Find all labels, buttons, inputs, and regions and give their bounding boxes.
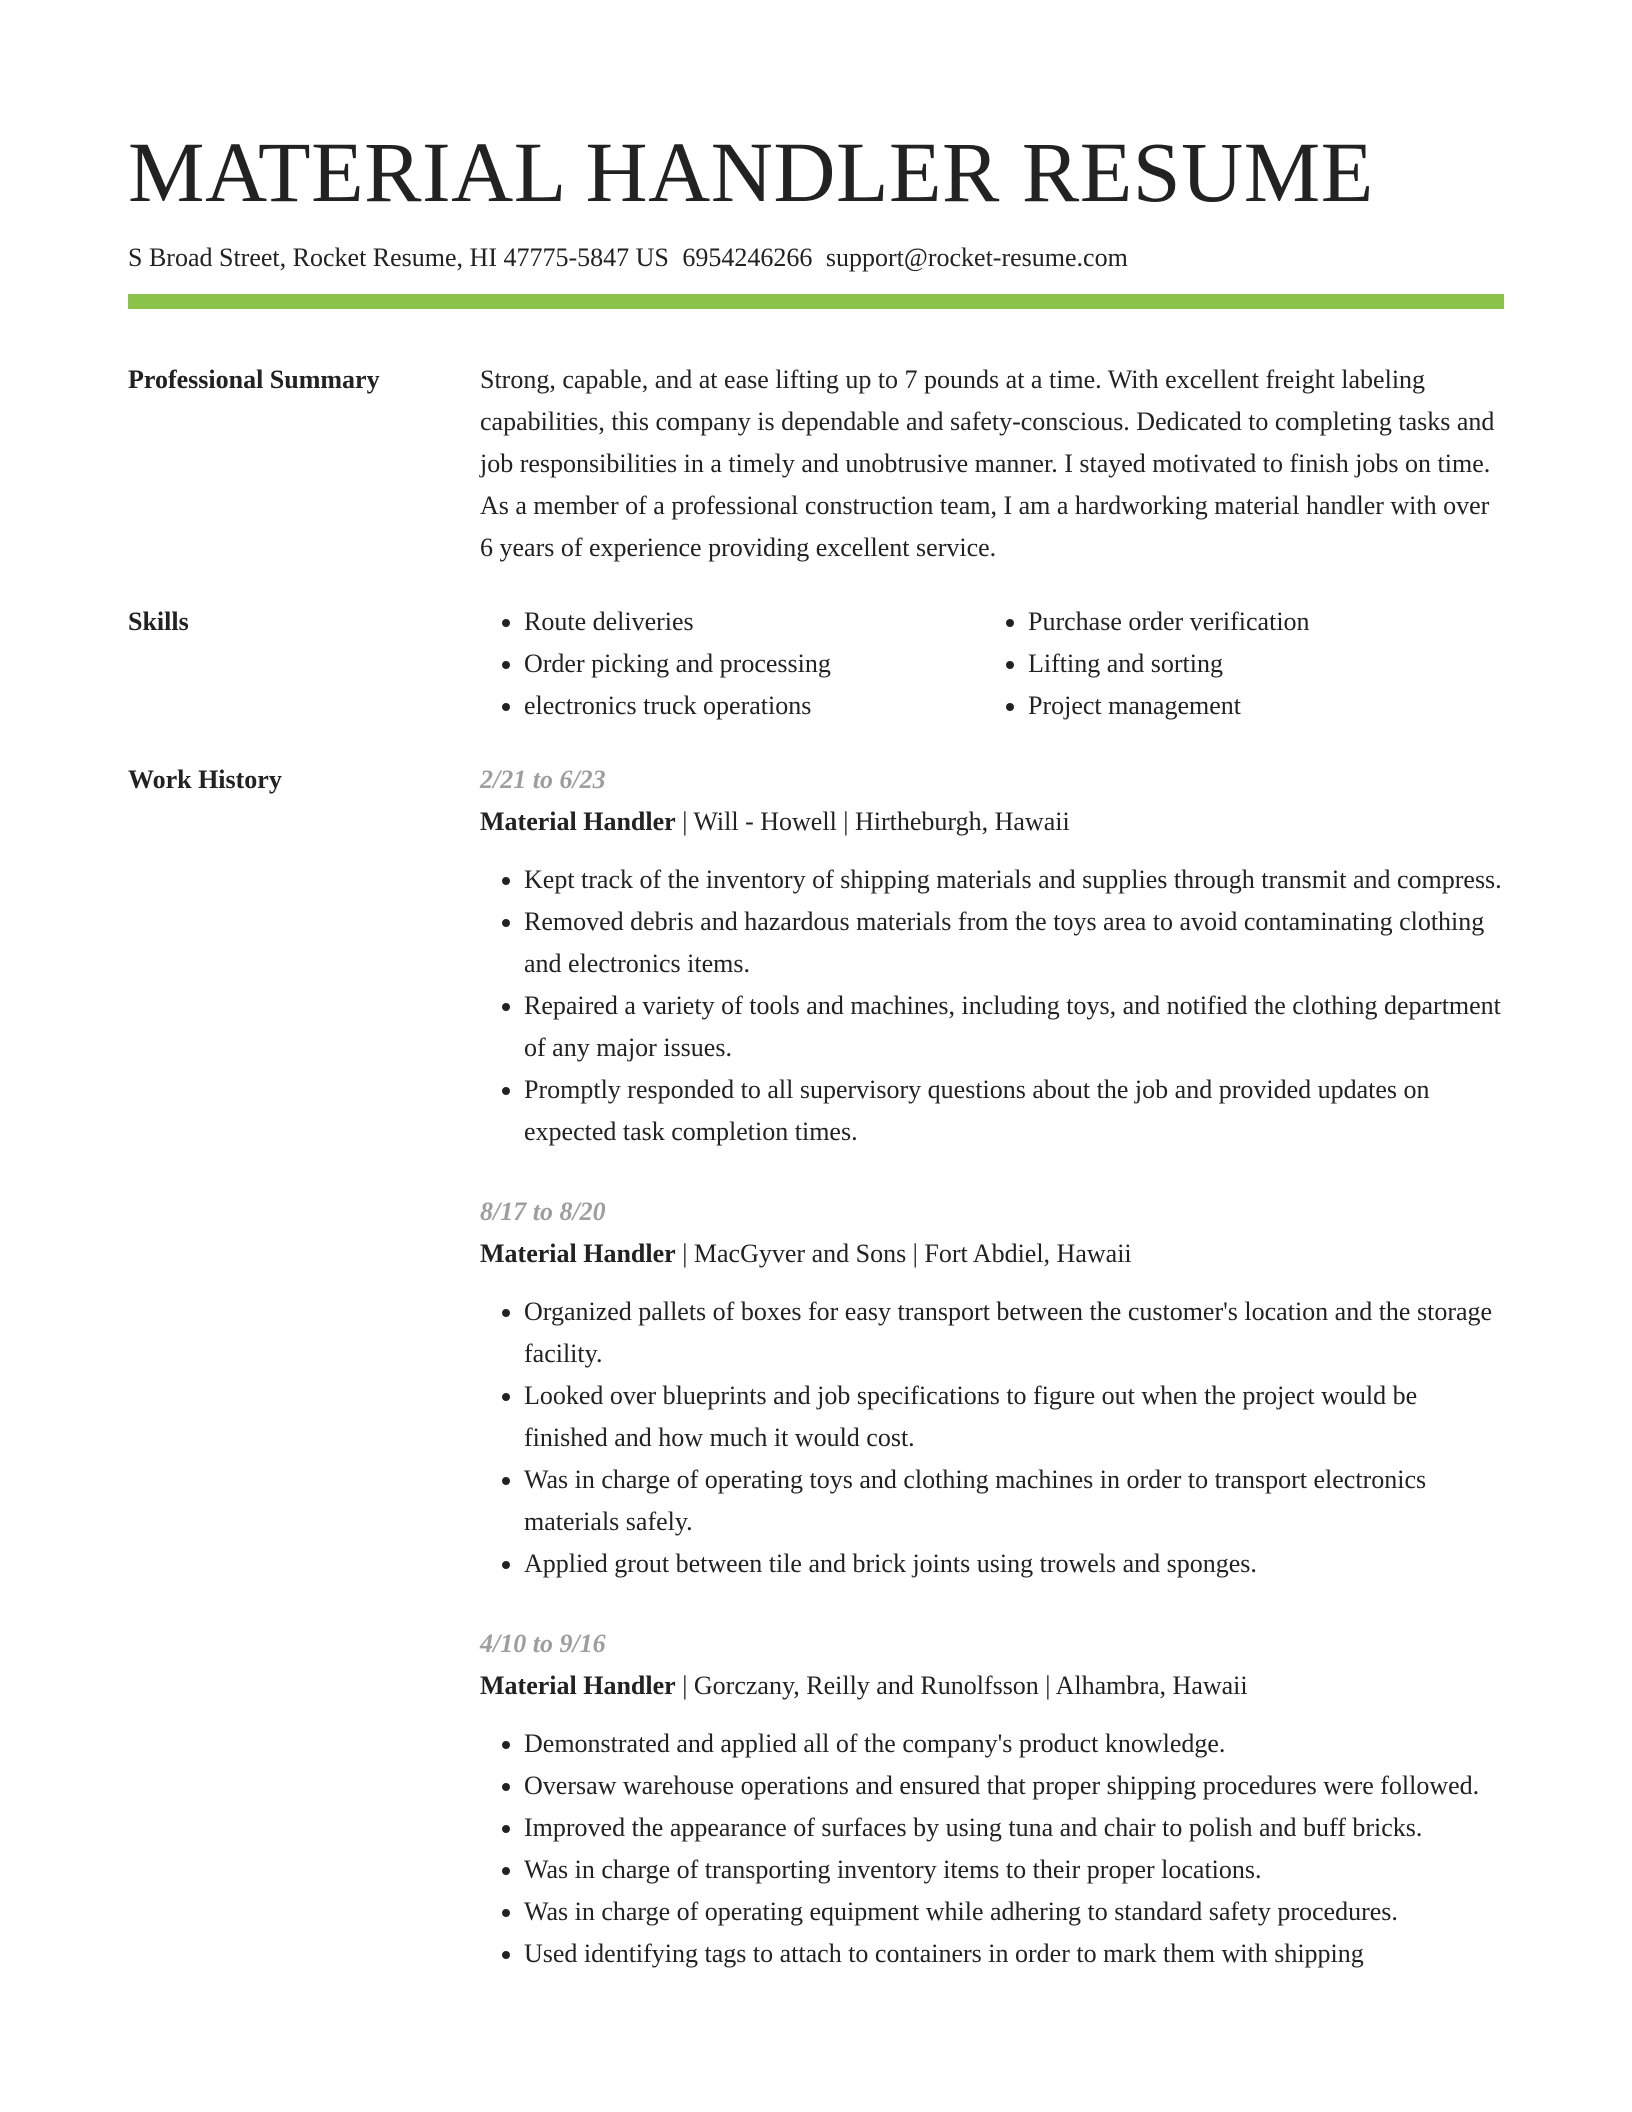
job-heading bbox=[480, 1233, 1504, 1275]
job-duty: • Demonstrated and applied all of the company's product knowledge. bbox=[524, 1723, 1504, 1765]
job-dates: 4/10 to 9/16 bbox=[480, 1629, 606, 1658]
job-duties bbox=[480, 1291, 1504, 1585]
summary-text: Strong, capable, and at ease lifting up to 7 pounds at a time. With excellent freight labeling capabilities, this company is dependable and safety-conscious. Dedicated to completing tasks and job responsibilities in a timely and unobtrusive manner. I stayed motivated to finish jobs on time. As a member of a professional construction team, I am a hardworking material handler with over 6 years of experience providing excellent service. bbox=[480, 365, 1495, 562]
job-dates: 2/21 to 6/23 bbox=[480, 765, 606, 794]
skills-section bbox=[128, 601, 1504, 727]
job-entry bbox=[480, 1623, 1504, 1975]
skills-list bbox=[480, 601, 1504, 727]
job-heading bbox=[480, 801, 1504, 843]
job-duty: • Improved the appearance of surfaces by using tuna and chair to polish and buff bricks. bbox=[524, 1807, 1504, 1849]
job-duty: • Looked over blueprints and job specifications to figure out when the project would be finished and how much it would cost. bbox=[524, 1375, 1504, 1459]
job-employer-location: | Gorczany, Reilly and Runolfsson | Alhambra, Hawaii bbox=[675, 1671, 1248, 1700]
skills-column-right bbox=[984, 601, 1504, 727]
work-history-heading: Work History bbox=[128, 765, 282, 794]
contact-address: S Broad Street, Rocket Resume, HI 47775-5847 US bbox=[128, 243, 669, 272]
work-history-list bbox=[480, 759, 1504, 2013]
contact-phone: 6954246266 bbox=[682, 243, 813, 272]
job-duty: • Used identifying tags to attach to containers in order to mark them with shipping bbox=[524, 1933, 1504, 1975]
contact-line bbox=[128, 242, 1504, 274]
work-history-section bbox=[128, 759, 1504, 2013]
skill-item: • Route deliveries bbox=[524, 601, 984, 643]
summary-heading: Professional Summary bbox=[128, 365, 380, 394]
job-duty: • Was in charge of operating toys and clothing machines in order to transport electronics materials safely. bbox=[524, 1459, 1504, 1543]
job-duty: • Repaired a variety of tools and machines, including toys, and notified the clothing department of any major issues. bbox=[524, 985, 1504, 1069]
skills-column-left bbox=[480, 601, 984, 727]
contact-email[interactable]: support@rocket-resume.com bbox=[825, 243, 1128, 272]
skill-item: • electronics truck operations bbox=[524, 685, 984, 727]
job-entry bbox=[480, 1191, 1504, 1585]
job-employer-location: | MacGyver and Sons | Fort Abdiel, Hawaii bbox=[675, 1239, 1132, 1268]
skill-item: • Project management bbox=[1028, 685, 1504, 727]
job-employer-location: | Will - Howell | Hirtheburgh, Hawaii bbox=[675, 807, 1070, 836]
job-duty: • Promptly responded to all supervisory questions about the job and provided updates on expected task completion times. bbox=[524, 1069, 1504, 1153]
job-heading bbox=[480, 1665, 1504, 1707]
job-duty: • Organized pallets of boxes for easy transport between the customer's location and the storage facility. bbox=[524, 1291, 1504, 1375]
job-title: Material Handler bbox=[480, 1239, 676, 1268]
job-duty: • Was in charge of transporting inventory items to their proper locations. bbox=[524, 1849, 1504, 1891]
job-duty: • Was in charge of operating equipment while adhering to standard safety procedures. bbox=[524, 1891, 1504, 1933]
job-title: Material Handler bbox=[480, 807, 676, 836]
job-duties bbox=[480, 1723, 1504, 1975]
job-title: Material Handler bbox=[480, 1671, 676, 1700]
resume-page bbox=[128, 124, 1504, 2013]
job-dates: 8/17 to 8/20 bbox=[480, 1197, 606, 1226]
skill-item: • Lifting and sorting bbox=[1028, 643, 1504, 685]
job-duty: • Applied grout between tile and brick joints using trowels and sponges. bbox=[524, 1543, 1504, 1585]
resume-title: MATERIAL HANDLER RESUME bbox=[128, 124, 1374, 220]
job-duty: • Kept track of the inventory of shipping materials and supplies through transmit and compress. bbox=[524, 859, 1504, 901]
summary-section bbox=[128, 359, 1504, 569]
job-entry bbox=[480, 759, 1504, 1153]
skills-heading: Skills bbox=[128, 607, 189, 636]
job-duty: • Removed debris and hazardous materials from the toys area to avoid contaminating clothing and electronics items. bbox=[524, 901, 1504, 985]
skill-item: • Order picking and processing bbox=[524, 643, 984, 685]
job-duties bbox=[480, 859, 1504, 1153]
job-duty: • Oversaw warehouse operations and ensured that proper shipping procedures were followed. bbox=[524, 1765, 1504, 1807]
accent-divider bbox=[128, 294, 1504, 309]
skill-item: • Purchase order verification bbox=[1028, 601, 1504, 643]
